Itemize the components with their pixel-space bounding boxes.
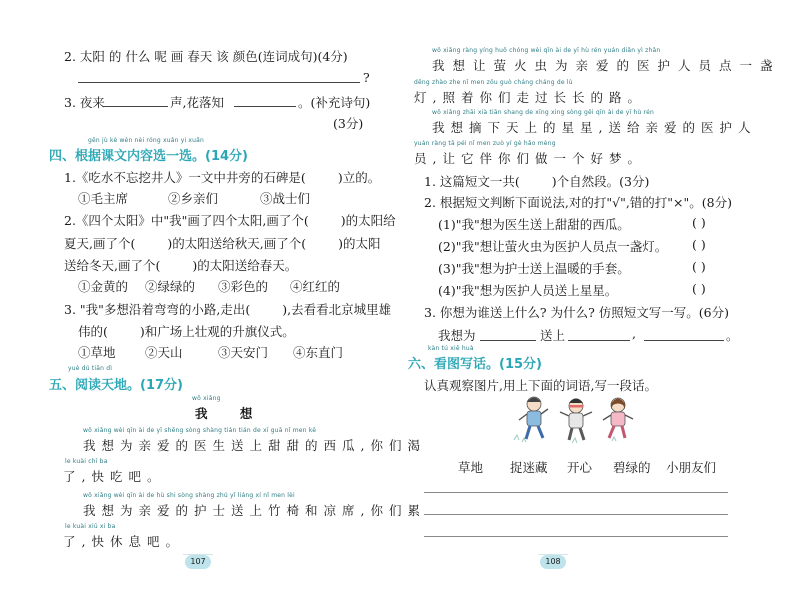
s4q2-line-1: 2.《四个太阳》中"我"画了四个太阳,画了个( )的太阳给: [64, 213, 396, 228]
r-q3: 3. 你想为谁送上什么? 为什么? 仿照短文写一写。(6分): [424, 305, 729, 320]
r-q3-blank-1[interactable]: [480, 340, 536, 341]
r-q2: 2. 根据短文判断下面说法,对的打"√",错的打"×"。(8分): [424, 195, 732, 210]
judge-2: (2)"我"想让萤火虫为医护人员点一盏灯。: [438, 239, 668, 254]
r3-text: 我想摘下天上的星星,送给亲爱的医护人: [432, 120, 757, 135]
sec5-pinyin: yuè dú tiān dì: [68, 365, 113, 372]
r4-pinyin: yuán ràng tā péi nǐ men zuò yí gè hǎo mèng: [414, 140, 556, 147]
poem-title: 我 想: [195, 406, 267, 421]
word-1: 草地: [458, 460, 484, 475]
r-q3-blank-2[interactable]: [568, 340, 630, 341]
child-left: [519, 397, 548, 439]
grass-tufts: [514, 435, 616, 443]
para2b-text: 了,快休息吧。: [63, 534, 184, 549]
r2-text: 灯,照着你们走过长长的路。: [414, 90, 646, 105]
para2b-pinyin: le kuài xiū xi ba: [65, 523, 116, 530]
s4q3-option-3[interactable]: ③天安门: [218, 345, 269, 360]
r3-pinyin: wǒ xiǎng zhāi xià tiān shang de xīng xing sòng gěi qīn ài de yī hù rén: [432, 109, 655, 116]
q3-blank-1[interactable]: [103, 106, 168, 107]
judge-4-box[interactable]: ( ): [692, 281, 706, 296]
para1-text: 我想为亲爱的医生送上甜甜的西瓜,你们渴: [83, 438, 426, 453]
writing-line-2[interactable]: [424, 514, 728, 515]
page-number: 107: [185, 555, 211, 569]
sec6-title: 六、看图写话。(15分): [408, 357, 542, 372]
s4q1-option-2[interactable]: ②乡亲们: [168, 191, 219, 206]
sec4-pinyin: gēn jù kè wén nèi róng xuǎn yi xuǎn: [88, 137, 205, 144]
q3-part-a: 3. 夜来: [64, 95, 105, 110]
s4q3-line-2: 伟的( )和广场上壮观的升旗仪式。: [78, 324, 295, 339]
judge-4: (4)"我"想为医护人员送上星星。: [438, 283, 618, 298]
word-3: 开心: [567, 460, 593, 475]
q3-part-b: 声,花落知: [170, 95, 224, 110]
para2-pinyin: wǒ xiǎng wèi qīn ài de hù shi sòng shàng zhú yǐ liáng xí nǐ men lèi: [83, 492, 295, 499]
para2-text: 我想为亲爱的护士送上竹椅和凉席,你们累: [83, 503, 426, 518]
sec6-pinyin: kàn tú xiě huà: [428, 345, 474, 352]
child-right: [603, 398, 633, 438]
q3-blank-2[interactable]: [234, 106, 296, 107]
word-5: 小朋友们: [666, 460, 717, 475]
sec6-instruction: 认真观察图片,用上下面的词语,写一段话。: [424, 378, 657, 393]
judge-1: (1)"我"想为医生送上甜甜的西瓜。: [438, 217, 630, 232]
s4q1-text: 1.《吃水不忘挖井人》一文中井旁的石碑是( )立的。: [64, 170, 381, 185]
r1-text: 我想让萤火虫为亲爱的医护人员点一盏: [432, 58, 781, 73]
r2-pinyin: dēng zhào zhe nǐ men zǒu guò cháng cháng de lù: [414, 79, 573, 86]
writing-line-1[interactable]: [424, 492, 728, 493]
s4q2-line-3: 送给冬天,画了个( )的太阳送给春天。: [64, 258, 298, 273]
r-q3-blank-3[interactable]: [644, 340, 724, 341]
s4q1-option-1[interactable]: ①毛主席: [78, 191, 129, 206]
s4q3-option-4[interactable]: ④东直门: [293, 345, 344, 360]
s4q3-option-1[interactable]: ①草地: [78, 345, 116, 360]
r-q1: 1. 这篇短文一共( )个自然段。(3分): [424, 174, 650, 189]
q2-prompt: 2. 太阳 的 什么 呢 画 春天 该 颜色(连词成句)(4分): [64, 49, 348, 64]
right-page: [400, 0, 800, 594]
s4q2-option-3[interactable]: ③彩色的: [218, 279, 269, 294]
page-number: 108: [540, 555, 566, 569]
word-2: 捉迷藏: [510, 460, 548, 475]
s4q2-line-2: 夏天,画了个( )的太阳送给秋天,画了个( )的太阳: [64, 236, 381, 251]
para1b-pinyin: le kuài chī ba: [65, 458, 108, 465]
judge-3: (3)"我"想为护士送上温暖的手套。: [438, 261, 630, 276]
q2-answer-line[interactable]: [78, 82, 360, 83]
r-q3-end: 。: [726, 328, 739, 343]
s4q2-option-4[interactable]: ④红红的: [290, 279, 341, 294]
r-q3-b: 送上: [540, 328, 566, 343]
child-middle-blindfolded: [560, 399, 592, 441]
r1-pinyin: wǒ xiǎng ràng yíng huǒ chóng wèi qīn ài de yī hù rén yuán diǎn yì zhǎn: [432, 47, 661, 54]
poem-title-pinyin: wǒ xiǎng: [192, 395, 221, 402]
sec5-title: 五、阅读天地。(17分): [49, 378, 183, 393]
children-playing-illustration: [512, 394, 642, 446]
q2-question-mark: ?: [363, 70, 370, 85]
r-q3-a: 我想为: [438, 328, 476, 343]
r4-text: 员,让它伴你们做一个好梦。: [414, 151, 646, 166]
writing-line-3[interactable]: [424, 536, 728, 537]
s4q2-option-1[interactable]: ①金黄的: [78, 279, 129, 294]
word-4: 碧绿的: [613, 460, 651, 475]
s4q3-line-1: 3. "我"多想沿着弯弯的小路,走出( ),去看看北京城里雄: [64, 302, 392, 317]
q3-score: (3分): [333, 116, 364, 131]
judge-1-box[interactable]: ( ): [692, 215, 706, 230]
para1-pinyin: wǒ xiǎng wèi qīn ài de yī shēng sòng shàng tián tián de xī guā nǐ men kě: [83, 427, 317, 434]
judge-2-box[interactable]: ( ): [692, 237, 706, 252]
q3-part-c: 。(补充诗句): [298, 95, 371, 110]
s4q3-option-2[interactable]: ②天山: [145, 345, 183, 360]
sec4-title: 四、根据课文内容选一选。(14分): [49, 149, 248, 164]
s4q1-option-3[interactable]: ③战士们: [260, 191, 311, 206]
judge-3-box[interactable]: ( ): [692, 259, 706, 274]
r-q3-c: ,: [632, 326, 636, 341]
s4q2-option-2[interactable]: ②绿绿的: [145, 279, 196, 294]
para1b-text: 了,快吃吧。: [63, 469, 166, 484]
